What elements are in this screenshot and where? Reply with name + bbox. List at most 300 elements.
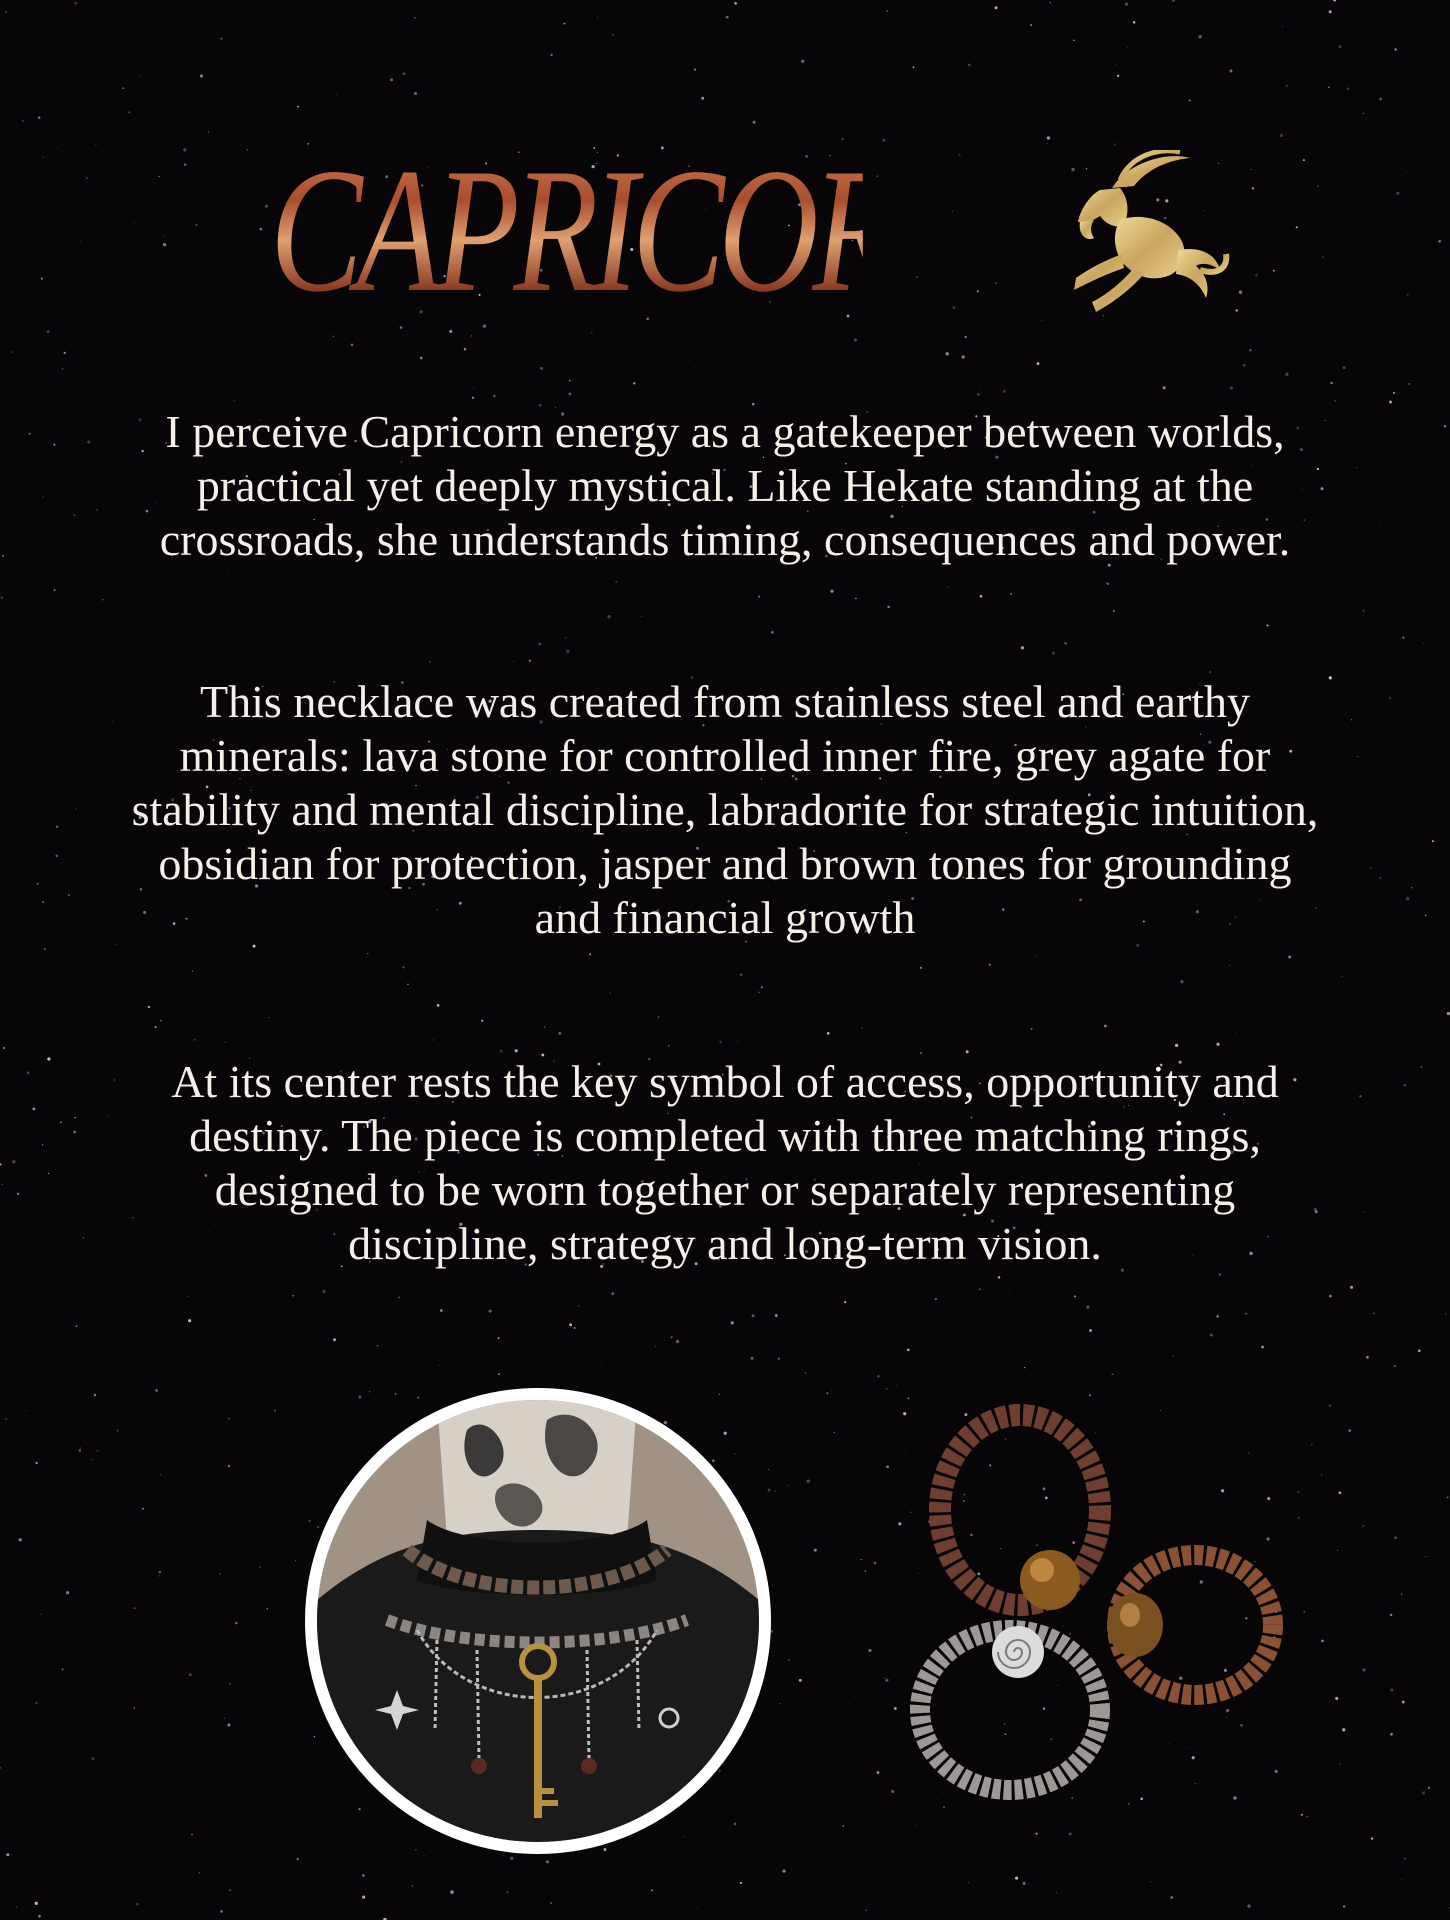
star	[1422, 1791, 1425, 1794]
star	[538, 642, 541, 645]
star	[1338, 45, 1341, 48]
star	[734, 1823, 737, 1826]
star	[855, 598, 857, 600]
star	[1418, 1349, 1421, 1352]
star	[578, 1305, 579, 1306]
star	[1335, 2, 1336, 3]
star	[854, 1696, 855, 1697]
star	[980, 595, 983, 598]
star	[886, 10, 887, 11]
star	[1216, 1043, 1219, 1046]
star	[515, 1049, 518, 1052]
star	[1432, 840, 1434, 842]
star	[1379, 98, 1382, 101]
materials-paragraph: This necklace was created from stainless steel and earthy minerals: lava stone for controlled inner fire, grey agate for stability and mental discipline, labradorite for strategic intuition, obsidian for protection, jasper and brown tones for grounding and financial growth	[131, 676, 1319, 943]
star	[235, 1622, 237, 1624]
star	[1428, 1787, 1430, 1789]
star	[633, 382, 635, 384]
star	[314, 1736, 315, 1737]
star	[1444, 425, 1446, 427]
star	[1445, 1313, 1447, 1315]
star	[1423, 643, 1424, 644]
star	[351, 343, 354, 346]
star	[1329, 10, 1332, 13]
star	[362, 1874, 365, 1877]
star	[323, 1290, 326, 1293]
star	[768, 1469, 769, 1470]
star	[655, 1346, 656, 1347]
star	[94, 1394, 96, 1396]
star	[1369, 1861, 1370, 1862]
star	[320, 343, 321, 344]
star	[886, 1465, 889, 1468]
star	[601, 1365, 602, 1366]
star	[96, 1450, 98, 1452]
star	[1112, 1373, 1114, 1375]
star	[551, 54, 553, 56]
star	[1364, 1212, 1365, 1213]
star	[1023, 1882, 1026, 1885]
star	[11, 351, 13, 353]
star	[308, 1520, 310, 1522]
star	[136, 1903, 139, 1906]
star	[861, 1559, 862, 1560]
star	[5, 11, 7, 13]
star	[35, 1702, 37, 1704]
star	[834, 1432, 835, 1433]
star	[16, 1907, 17, 1908]
star	[1390, 1688, 1393, 1691]
star	[1348, 1429, 1350, 1431]
star	[1288, 956, 1291, 959]
star	[1390, 697, 1391, 698]
star	[268, 1017, 269, 1018]
star	[29, 433, 31, 435]
star	[1024, 1367, 1025, 1368]
star	[472, 397, 474, 399]
star	[826, 1392, 828, 1394]
star	[513, 661, 514, 662]
star	[96, 509, 98, 511]
star	[775, 1490, 776, 1491]
star	[731, 1321, 734, 1324]
star	[377, 1345, 379, 1347]
star	[1301, 1814, 1303, 1816]
star	[498, 1373, 500, 1375]
star	[414, 17, 416, 19]
star	[664, 1421, 667, 1424]
star	[498, 1337, 500, 1339]
star	[191, 1834, 192, 1835]
star	[696, 1908, 697, 1909]
star	[41, 1614, 42, 1615]
star	[1339, 1764, 1340, 1765]
title-banner	[0, 130, 1450, 340]
star	[827, 1032, 830, 1035]
star	[1329, 1295, 1332, 1298]
star	[935, 1298, 937, 1300]
star	[1356, 467, 1357, 468]
star	[440, 1309, 443, 1312]
star	[227, 1724, 230, 1727]
star	[778, 1358, 780, 1360]
star	[1014, 1361, 1015, 1362]
star	[1362, 1668, 1365, 1671]
star	[6, 1853, 9, 1856]
star	[42, 1144, 43, 1145]
star	[295, 1560, 296, 1561]
star	[1026, 1340, 1027, 1341]
star	[694, 1053, 695, 1054]
star	[1261, 1346, 1264, 1349]
star	[259, 1566, 261, 1568]
star	[603, 1848, 606, 1851]
star	[1209, 671, 1212, 674]
star	[1335, 1697, 1338, 1700]
star	[415, 1849, 416, 1850]
star	[995, 6, 998, 9]
star	[1394, 48, 1396, 50]
star	[429, 661, 431, 663]
star	[668, 1045, 669, 1046]
star	[1401, 1594, 1402, 1595]
star	[1406, 897, 1409, 900]
star	[1394, 1365, 1396, 1367]
star	[740, 974, 742, 976]
star	[398, 1297, 400, 1299]
star	[701, 97, 704, 100]
star	[1089, 1329, 1092, 1332]
star	[887, 606, 890, 609]
star	[658, 1016, 659, 1017]
star	[26, 1410, 27, 1411]
star	[234, 400, 235, 401]
star	[73, 514, 75, 516]
star	[1330, 382, 1332, 384]
star	[267, 1608, 269, 1610]
star	[148, 1006, 150, 1008]
star	[1379, 877, 1381, 879]
star	[2, 1184, 3, 1185]
star	[1249, 349, 1252, 352]
star	[894, 1707, 897, 1710]
necklace-photo	[305, 1388, 771, 1854]
star	[866, 1910, 868, 1912]
star	[920, 1052, 922, 1054]
star	[506, 1891, 508, 1893]
star	[229, 1889, 231, 1891]
star	[80, 1447, 82, 1449]
necklace-illustration	[317, 1400, 759, 1842]
star	[358, 1808, 360, 1810]
star	[2, 555, 4, 557]
star	[780, 1703, 781, 1704]
star	[194, 1039, 196, 1041]
star	[801, 60, 804, 63]
star	[47, 1057, 50, 1060]
star	[219, 1573, 221, 1575]
star	[1321, 1640, 1324, 1643]
star	[962, 355, 965, 358]
star	[474, 387, 475, 388]
star	[525, 583, 526, 584]
star	[1127, 47, 1128, 48]
star	[968, 64, 970, 66]
star	[1358, 756, 1359, 757]
star	[60, 1122, 61, 1123]
star	[114, 1079, 115, 1080]
star	[27, 1071, 30, 1074]
star	[946, 352, 949, 355]
star	[565, 637, 567, 639]
star	[947, 587, 948, 588]
star	[92, 1757, 95, 1760]
star	[227, 571, 228, 572]
star	[564, 23, 566, 25]
star	[439, 1365, 440, 1366]
star	[75, 1117, 76, 1118]
star	[913, 66, 915, 68]
star	[1189, 99, 1191, 101]
star	[1334, 400, 1335, 401]
star	[1163, 386, 1166, 389]
star	[1373, 1312, 1375, 1314]
star	[450, 1890, 453, 1893]
star	[712, 1460, 715, 1463]
star	[998, 1276, 1000, 1278]
star	[719, 1041, 722, 1044]
star	[142, 1508, 144, 1510]
star	[799, 1679, 802, 1682]
star	[192, 971, 193, 972]
star	[1403, 1084, 1406, 1087]
star	[362, 1896, 365, 1899]
star	[1114, 1831, 1115, 1832]
star	[66, 1591, 69, 1594]
star	[1329, 1404, 1331, 1406]
star	[55, 855, 57, 857]
star	[48, 1173, 49, 1174]
star	[771, 1630, 774, 1633]
star	[752, 1314, 755, 1317]
star	[1216, 1315, 1219, 1318]
star	[1133, 21, 1135, 23]
star	[758, 596, 760, 598]
intro-paragraph: I perceive Capricorn energy as a gatekeeper between worlds, practical yet deeply mystical. Like Hekate standing at the crossroads, she understands timing, consequences and power.	[159, 406, 1291, 565]
star	[529, 659, 531, 661]
star	[1172, 1355, 1173, 1356]
star	[831, 1390, 832, 1391]
star	[1282, 26, 1283, 27]
star	[1003, 390, 1006, 393]
star	[1350, 1286, 1353, 1289]
star	[1073, 39, 1075, 41]
star	[1199, 35, 1202, 38]
star	[979, 1289, 980, 1290]
star	[160, 1020, 162, 1022]
star	[433, 1039, 434, 1040]
star	[297, 106, 299, 108]
star	[407, 984, 408, 985]
star	[1107, 583, 1109, 585]
star	[414, 92, 417, 95]
star	[726, 16, 729, 19]
star	[1031, 1028, 1033, 1030]
star	[253, 945, 256, 948]
star	[42, 901, 44, 903]
star	[1030, 24, 1032, 26]
star	[155, 1389, 158, 1392]
star	[775, 1314, 778, 1317]
star	[868, 1649, 871, 1652]
star	[977, 393, 980, 396]
star	[1362, 1525, 1364, 1527]
star	[493, 395, 495, 397]
star	[1371, 1837, 1373, 1839]
star	[1347, 87, 1350, 90]
star	[53, 589, 55, 591]
star	[200, 74, 203, 77]
star	[1390, 1614, 1393, 1617]
star	[107, 1116, 108, 1117]
star	[1035, 1833, 1037, 1835]
star	[35, 1462, 37, 1464]
star	[896, 1385, 897, 1386]
star	[980, 385, 981, 386]
star	[1230, 387, 1233, 390]
star	[5, 1418, 7, 1420]
star	[814, 1549, 817, 1552]
star	[886, 1388, 888, 1390]
star	[32, 1107, 35, 1110]
star	[561, 949, 562, 950]
star	[139, 75, 140, 76]
star	[676, 1340, 679, 1343]
star	[641, 616, 642, 617]
star	[523, 1030, 524, 1031]
star	[1362, 610, 1364, 612]
star	[718, 1770, 720, 1772]
star	[38, 1915, 41, 1918]
star	[884, 1678, 885, 1679]
star	[417, 1397, 419, 1399]
star	[228, 1418, 229, 1419]
star	[615, 581, 617, 583]
star	[224, 1718, 225, 1719]
star	[1229, 965, 1230, 966]
star	[1266, 624, 1268, 626]
star	[1425, 915, 1426, 916]
star	[336, 94, 337, 95]
star	[296, 1858, 298, 1860]
star	[500, 1050, 503, 1053]
star	[1245, 1313, 1246, 1314]
star	[155, 1026, 157, 1028]
star	[783, 1870, 786, 1873]
star	[737, 1041, 738, 1042]
star	[395, 1393, 396, 1394]
star	[134, 1607, 136, 1609]
star	[1009, 1290, 1010, 1291]
star	[1056, 1892, 1057, 1893]
star	[574, 1327, 576, 1329]
star	[1389, 401, 1392, 404]
star	[607, 615, 610, 618]
star	[1303, 1611, 1305, 1613]
star	[569, 1323, 572, 1326]
star	[568, 392, 571, 395]
star	[1055, 371, 1056, 372]
star	[16, 1308, 17, 1309]
star	[788, 1659, 790, 1661]
star	[1104, 1025, 1107, 1028]
star	[1219, 1273, 1221, 1275]
star	[1447, 1497, 1449, 1499]
star	[112, 721, 113, 722]
star	[17, 1193, 19, 1195]
star	[861, 1027, 863, 1029]
star	[1064, 642, 1067, 645]
star	[367, 953, 368, 954]
star	[1421, 1066, 1423, 1068]
star	[421, 1910, 422, 1911]
star	[1307, 1816, 1309, 1818]
star	[1243, 364, 1246, 367]
star	[1037, 362, 1040, 365]
star	[420, 357, 423, 360]
star	[1370, 867, 1372, 869]
star	[1021, 646, 1024, 649]
star	[843, 1825, 844, 1826]
star	[1390, 1733, 1393, 1736]
star	[1337, 1550, 1338, 1551]
star	[1077, 101, 1078, 102]
star	[102, 599, 104, 601]
star	[122, 87, 124, 89]
star	[3, 1047, 5, 1049]
star	[412, 1885, 413, 1886]
star	[1, 597, 3, 599]
star	[489, 1310, 492, 1313]
star	[688, 361, 689, 362]
star	[220, 38, 222, 40]
star	[1411, 887, 1412, 888]
star	[1117, 75, 1119, 77]
star	[56, 826, 58, 828]
star	[228, 1465, 230, 1467]
star	[437, 1004, 440, 1007]
star	[865, 1570, 866, 1571]
star	[1342, 976, 1343, 977]
star	[1150, 1881, 1151, 1882]
star	[1342, 1728, 1345, 1731]
star	[37, 883, 39, 885]
star	[187, 1296, 188, 1297]
star	[116, 1430, 118, 1432]
star	[830, 590, 833, 593]
star	[891, 1790, 894, 1793]
star	[62, 1668, 64, 1670]
star	[844, 1301, 846, 1303]
star	[64, 352, 66, 354]
star	[50, 1276, 51, 1277]
star	[199, 1872, 200, 1873]
star	[358, 1396, 361, 1399]
star	[1394, 1537, 1396, 1539]
star	[1113, 610, 1115, 612]
star	[225, 1042, 226, 1043]
star	[229, 1683, 231, 1685]
